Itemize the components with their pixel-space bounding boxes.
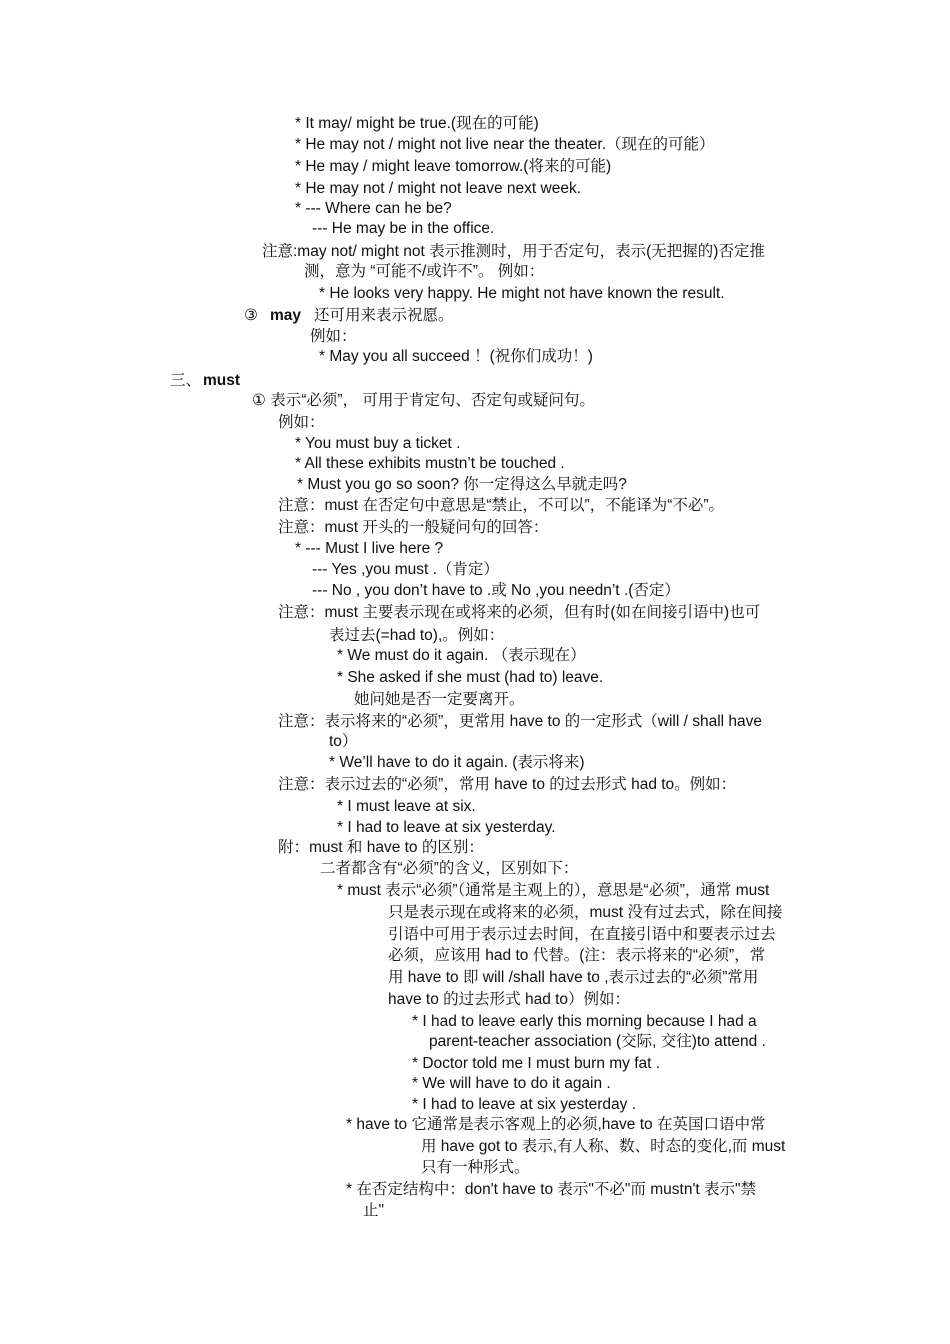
section-heading: must [203,372,241,389]
text-line: have to 的过去形式 had to）例如： [388,991,631,1008]
text-line: * She asked if she must (had to) leave. [337,669,604,686]
text-line: * He looks very happy. He might not have known the result. [319,285,725,302]
text-line: * He may / might leave tomorrow.(将来的可能) [295,158,612,175]
text-line: 止" [363,1202,385,1219]
text-line: parent-teacher association (交际, 交往)to attend . [429,1033,766,1050]
text-line: 表过去(=had to),。例如： [329,627,505,644]
text-line: 注意：must 在否定句中意思是“禁止，不可以”，不能译为“不必”。 [278,497,725,514]
text-line: * I had to leave early this morning because I had a [412,1013,757,1030]
text-line: * You must buy a ticket . [295,435,461,452]
text-line: 用 have to 即 will /shall have to ,表示过去的“必须”常用 [388,969,759,986]
text-line: * It may/ might be true.(现在的可能) [295,115,539,132]
text-line: 用 have got to 表示,有人称、数、时态的变化,而 must [421,1138,786,1155]
text-line: 例如： [278,414,325,431]
text-line: 注意:may not/ might not 表示推测时，用于否定句，表示(无把握的)否定推 [262,243,765,260]
text-line: 必须，应该用 had to 代替。(注：表示将来的“必须”，常 [388,947,766,964]
text-line: * We will have to do it again . [412,1075,611,1092]
text-line: 注意：must 主要表示现在或将来的必须，但有时(如在间接引语中)也可 [278,604,761,621]
text-line: * May you all succeed ！(祝你们成功！) [319,348,593,365]
text-line: * have to 它通常是表示客观上的必须,have to 在英国口语中常 [346,1116,766,1133]
text-line: 附：must 和 have to 的区别： [278,839,484,856]
text-line: * We must do it again. （表示现在） [337,647,586,664]
text-line: * must 表示“必须”（通常是主观上的），意思是“必须”，通常 must [337,882,770,899]
text-line: to） [329,733,358,750]
text-line: * He may not / might not leave next week. [295,180,582,197]
text-line: 只有一种形式。 [421,1159,530,1176]
text-line: 例如： [310,328,357,345]
text-line: 她问她是否一定要离开。 [354,691,525,708]
section-number: 三、 [170,372,202,389]
keyword: may [270,307,302,324]
text-line: * --- Must I live here ? [295,540,444,557]
text-line: 还可用来表示祝愿。 [314,307,454,324]
text-line: --- Yes ,you must .（肯定） [312,561,499,578]
text-line: 测，意为 “可能不/或许不”。 例如： [304,263,545,280]
list-number: ③ [244,307,258,324]
text-line: * All these exhibits mustn’t be touched . [295,455,565,472]
text-line: * I had to leave at six yesterday. [337,819,556,836]
text-line: * --- Where can he be? [295,200,452,217]
text-line: 注意：表示将来的“必须”，更常用 have to 的一定形式（will / shall have [278,713,763,730]
text-line: * I had to leave at six yesterday . [412,1096,637,1113]
text-line: * Doctor told me I must burn my fat . [412,1055,661,1072]
text-line: --- No , you don’t have to .或 No ,you needn’t .(否定） [312,582,680,599]
text-line: --- He may be in the office. [312,220,495,237]
text-line: * He may not / might not live near the theater.（现在的可能） [295,136,715,153]
text-line: 注意：must 开头的一般疑问句的回答： [278,519,549,536]
text-line: 二者都含有“必须”的含义，区别如下： [320,860,579,877]
text-line: ① 表示“必须”， 可用于肯定句、否定句或疑问句。 [252,392,595,409]
text-line: 注意：表示过去的“必须”，常用 have to 的过去形式 had to。例如： [278,776,737,793]
text-line: 只是表示现在或将来的必须，must 没有过去式，除在间接 [388,904,783,921]
text-line: 引语中可用于表示过去时间，在直接引语中和要表示过去 [388,926,776,943]
text-line: * We’ll have to do it again. (表示将来) [329,754,585,771]
text-line: * I must leave at six. [337,798,476,815]
text-line: * Must you go so soon? 你一定得这么早就走吗? [297,476,627,493]
text-line: * 在否定结构中：don't have to 表示"不必"而 mustn't 表示"禁 [346,1181,757,1198]
